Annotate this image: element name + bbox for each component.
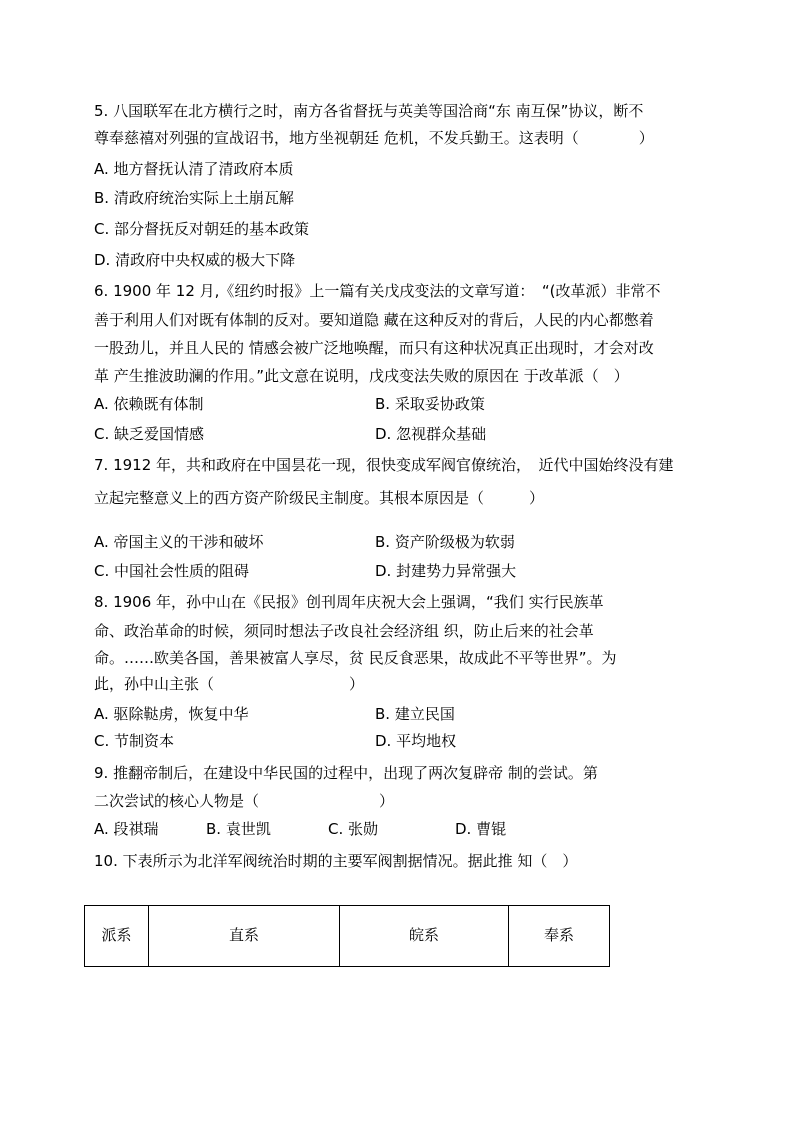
q9-option-c: C. 张勋	[328, 820, 379, 838]
q6-option-b: B. 采取妥协政策	[375, 395, 485, 413]
q5-option-b: B. 清政府统治实际上土崩瓦解	[94, 189, 294, 207]
q6-stem-line-3: 一股劲儿，并且人民的 情感会被广泛地唤醒，而只有这种状况真正出现时，才会对改	[94, 339, 654, 357]
q7-option-a: A. 帝国主义的干涉和破坏	[94, 533, 264, 551]
q5-stem-line-1: 5. 八国联军在北方横行之时，南方各省督抚与英美等国洽商“东 南互保”协议，断不	[94, 102, 644, 120]
q8-option-d: D. 平均地权	[375, 732, 457, 750]
q9-option-d: D. 曹锟	[455, 820, 507, 838]
q7-option-b: B. 资产阶级极为软弱	[375, 533, 515, 551]
q9-stem-line-2: 二次尝试的核心人物是（ ）	[94, 792, 395, 810]
table-header-zhili: 直系	[149, 906, 340, 967]
q7-stem-line-2: 立起完整意义上的西方资产阶级民主制度。其根本原因是（ ）	[94, 489, 545, 507]
q5-stem-line-2: 尊奉慈禧对列强的宣战诏书，地方坐视朝廷 危机，不发兵勤王。这表明（ ）	[94, 129, 654, 147]
q6-stem-line-2: 善于利用人们对既有体制的反对。要知道隐 藏在这种反对的背后，人民的内心都憋着	[94, 311, 654, 329]
q8-stem-line-2: 命、政治革命的时候，须同时想法子改良社会经济组 织，防止后来的社会革	[94, 622, 594, 640]
table-header-fengtian: 奉系	[509, 906, 610, 967]
q8-option-a: A. 驱除鞑虏，恢复中华	[94, 705, 249, 723]
q9-stem-line-1: 9. 推翻帝制后，在建设中华民国的过程中，出现了两次复辟帝 制的尝试。第	[94, 764, 598, 782]
q8-option-b: B. 建立民国	[375, 705, 455, 723]
q7-option-c: C. 中国社会性质的阻碍	[94, 562, 250, 580]
q8-stem-line-1: 8. 1906 年，孙中山在《民报》创刊周年庆祝大会上强调，“我们 实行民族革	[94, 593, 604, 611]
q8-stem-line-3: 命。……欧美各国，善果被富人享尽，贫 民反食恶果，故成此不平等世界”。为	[94, 649, 617, 667]
table-header-anhui: 皖系	[340, 906, 509, 967]
q7-stem-line-1: 7. 1912 年，共和政府在中国昙花一现，很快变成军阀官僚统治， 近代中国始终没有建	[94, 456, 674, 474]
q5-option-c: C. 部分督抚反对朝廷的基本政策	[94, 220, 310, 238]
q6-stem-line-4: 革 产生推波助澜的作用。”此文意在说明，戊戌变法失败的原因在 于改革派（ ）	[94, 367, 629, 385]
q5-option-d: D. 清政府中央权威的极大下降	[94, 251, 296, 269]
q5-option-a: A. 地方督抚认清了清政府本质	[94, 160, 294, 178]
q9-option-a: A. 段祺瑞	[94, 820, 159, 838]
q10-stem-line-1: 10. 下表所示为北洋军阀统治时期的主要军阀割据情况。据此推 知（ ）	[94, 852, 578, 870]
q6-option-c: C. 缺乏爱国情感	[94, 425, 205, 443]
table-row	[85, 906, 610, 967]
q8-option-c: C. 节制资本	[94, 732, 175, 750]
q6-option-a: A. 依赖既有体制	[94, 395, 204, 413]
warlord-table	[84, 905, 610, 967]
q9-option-b: B. 袁世凯	[206, 820, 271, 838]
q6-stem-line-1: 6. 1900 年 12 月,《纽约时报》上一篇有关戊戌变法的文章写道： “(改革派）非常不	[94, 282, 661, 300]
table-header-faction: 派系	[85, 906, 149, 967]
q7-option-d: D. 封建势力异常强大	[375, 562, 517, 580]
q8-stem-line-4: 此，孙中山主张（ ）	[94, 675, 365, 693]
q6-option-d: D. 忽视群众基础	[375, 425, 487, 443]
